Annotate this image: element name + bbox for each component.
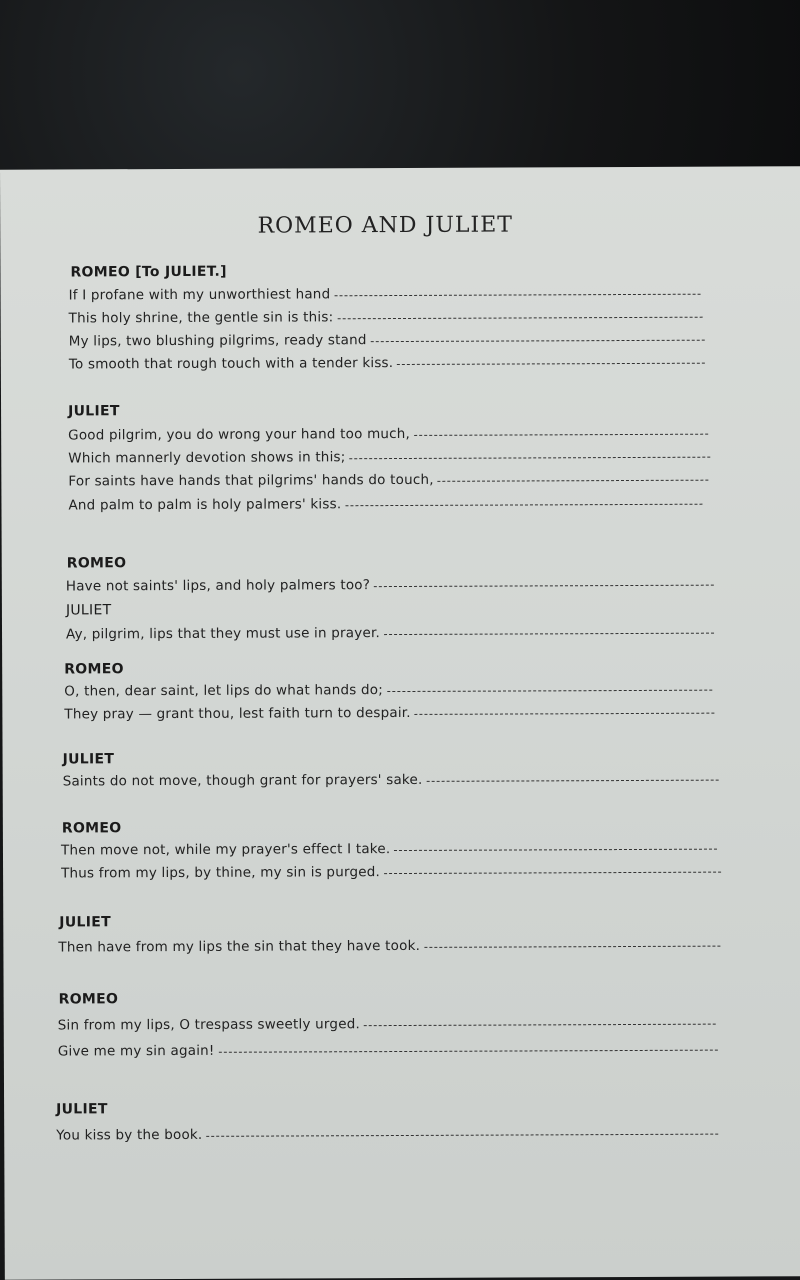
answer-blank[interactable] [384, 632, 714, 635]
verse-line [63, 771, 719, 790]
answer-blank[interactable] [337, 316, 702, 320]
verse-line [64, 681, 712, 700]
speaker-label: ROMEO [58, 991, 119, 1008]
verse-line [68, 495, 702, 514]
verse-text: Then have from my lips the sin that they have took. [58, 937, 421, 956]
answer-blank[interactable] [394, 848, 717, 851]
verse-line [68, 425, 708, 444]
answer-blank[interactable] [364, 1023, 716, 1027]
page-title: ROMEO AND JULIET [257, 212, 513, 239]
verse-text: Good pilgrim, you do wrong your hand too much, [68, 425, 411, 444]
verse-line [58, 937, 720, 956]
verse-line [61, 863, 721, 882]
verse-text: Have not saints' lips, and holy palmers too? [65, 577, 371, 595]
verse-text: Thus from my lips, by thine, my sin is purged. [61, 864, 381, 882]
verse-text: Sin from my lips, O trespass sweetly urged. [57, 1016, 360, 1034]
speaker-label: ROMEO [64, 661, 124, 678]
verse-text: Then move not, while my prayer's effect I take. [60, 841, 391, 859]
dark-background [0, 0, 800, 180]
verse-line [68, 448, 710, 467]
answer-blank[interactable] [219, 1049, 718, 1053]
verse-line [58, 1015, 716, 1034]
answer-blank[interactable] [414, 433, 708, 436]
verse-line [69, 331, 705, 350]
speaker-label: JULIET [56, 1101, 108, 1118]
verse-text: To smooth that rough touch with a tender kiss. [68, 355, 394, 373]
answer-blank[interactable] [387, 689, 712, 692]
speaker-label: ROMEO [61, 820, 122, 837]
speaker-label: ROMEO [66, 555, 127, 572]
verse-line [58, 1041, 718, 1060]
verse-line [66, 624, 714, 643]
speaker-label: JULIET [68, 403, 120, 420]
verse-text: You kiss by the book. [56, 1126, 203, 1144]
answer-blank[interactable] [334, 293, 700, 297]
answer-blank[interactable] [371, 339, 705, 342]
worksheet-page [0, 166, 800, 1279]
verse-text: And palm to palm is holy palmers' kiss. [68, 496, 342, 514]
verse-line [69, 285, 701, 304]
answer-blank[interactable] [349, 456, 710, 460]
verse-text: For saints have hands that pilgrims' hands do touch, [68, 471, 434, 490]
answer-blank[interactable] [424, 945, 720, 948]
verse-text: Ay, pilgrim, lips that they must use in prayer. [65, 625, 380, 643]
verse-text: Saints do not move, though grant for prayers' sake. [62, 771, 423, 790]
speaker-label: JULIET [59, 914, 111, 931]
verse-line [56, 1125, 718, 1144]
answer-blank[interactable] [397, 362, 705, 365]
verse-text: My lips, two blushing pilgrims, ready stand [68, 332, 367, 350]
verse-line [64, 704, 714, 723]
verse-text: This holy shrine, the gentle sin is this: [68, 309, 334, 327]
verse-line [61, 840, 717, 859]
verse-text: Which mannerly devotion shows in this; [68, 449, 346, 467]
verse-line [69, 354, 705, 373]
answer-blank[interactable] [384, 871, 721, 874]
answer-blank[interactable] [438, 479, 709, 482]
speaker-label: JULIET [62, 751, 115, 768]
verse-text: If I profane with my unworthiest hand [68, 286, 331, 304]
answer-blank[interactable] [345, 503, 702, 507]
verse-line [68, 471, 708, 490]
verse-text: O, then, dear saint, let lips do what hands do; [64, 682, 383, 700]
answer-blank[interactable] [374, 584, 714, 587]
verse-line [66, 576, 714, 595]
speaker-label: ROMEO [To JULIET.] [70, 263, 227, 281]
verse-line [69, 308, 703, 327]
speaker-label: JULIET [65, 602, 112, 619]
answer-blank[interactable] [206, 1133, 718, 1137]
answer-blank[interactable] [415, 712, 715, 715]
answer-blank[interactable] [426, 779, 718, 782]
verse-text: They pray — grant thou, lest faith turn to despair. [64, 704, 411, 723]
verse-text: Give me my sin again! [57, 1042, 215, 1060]
